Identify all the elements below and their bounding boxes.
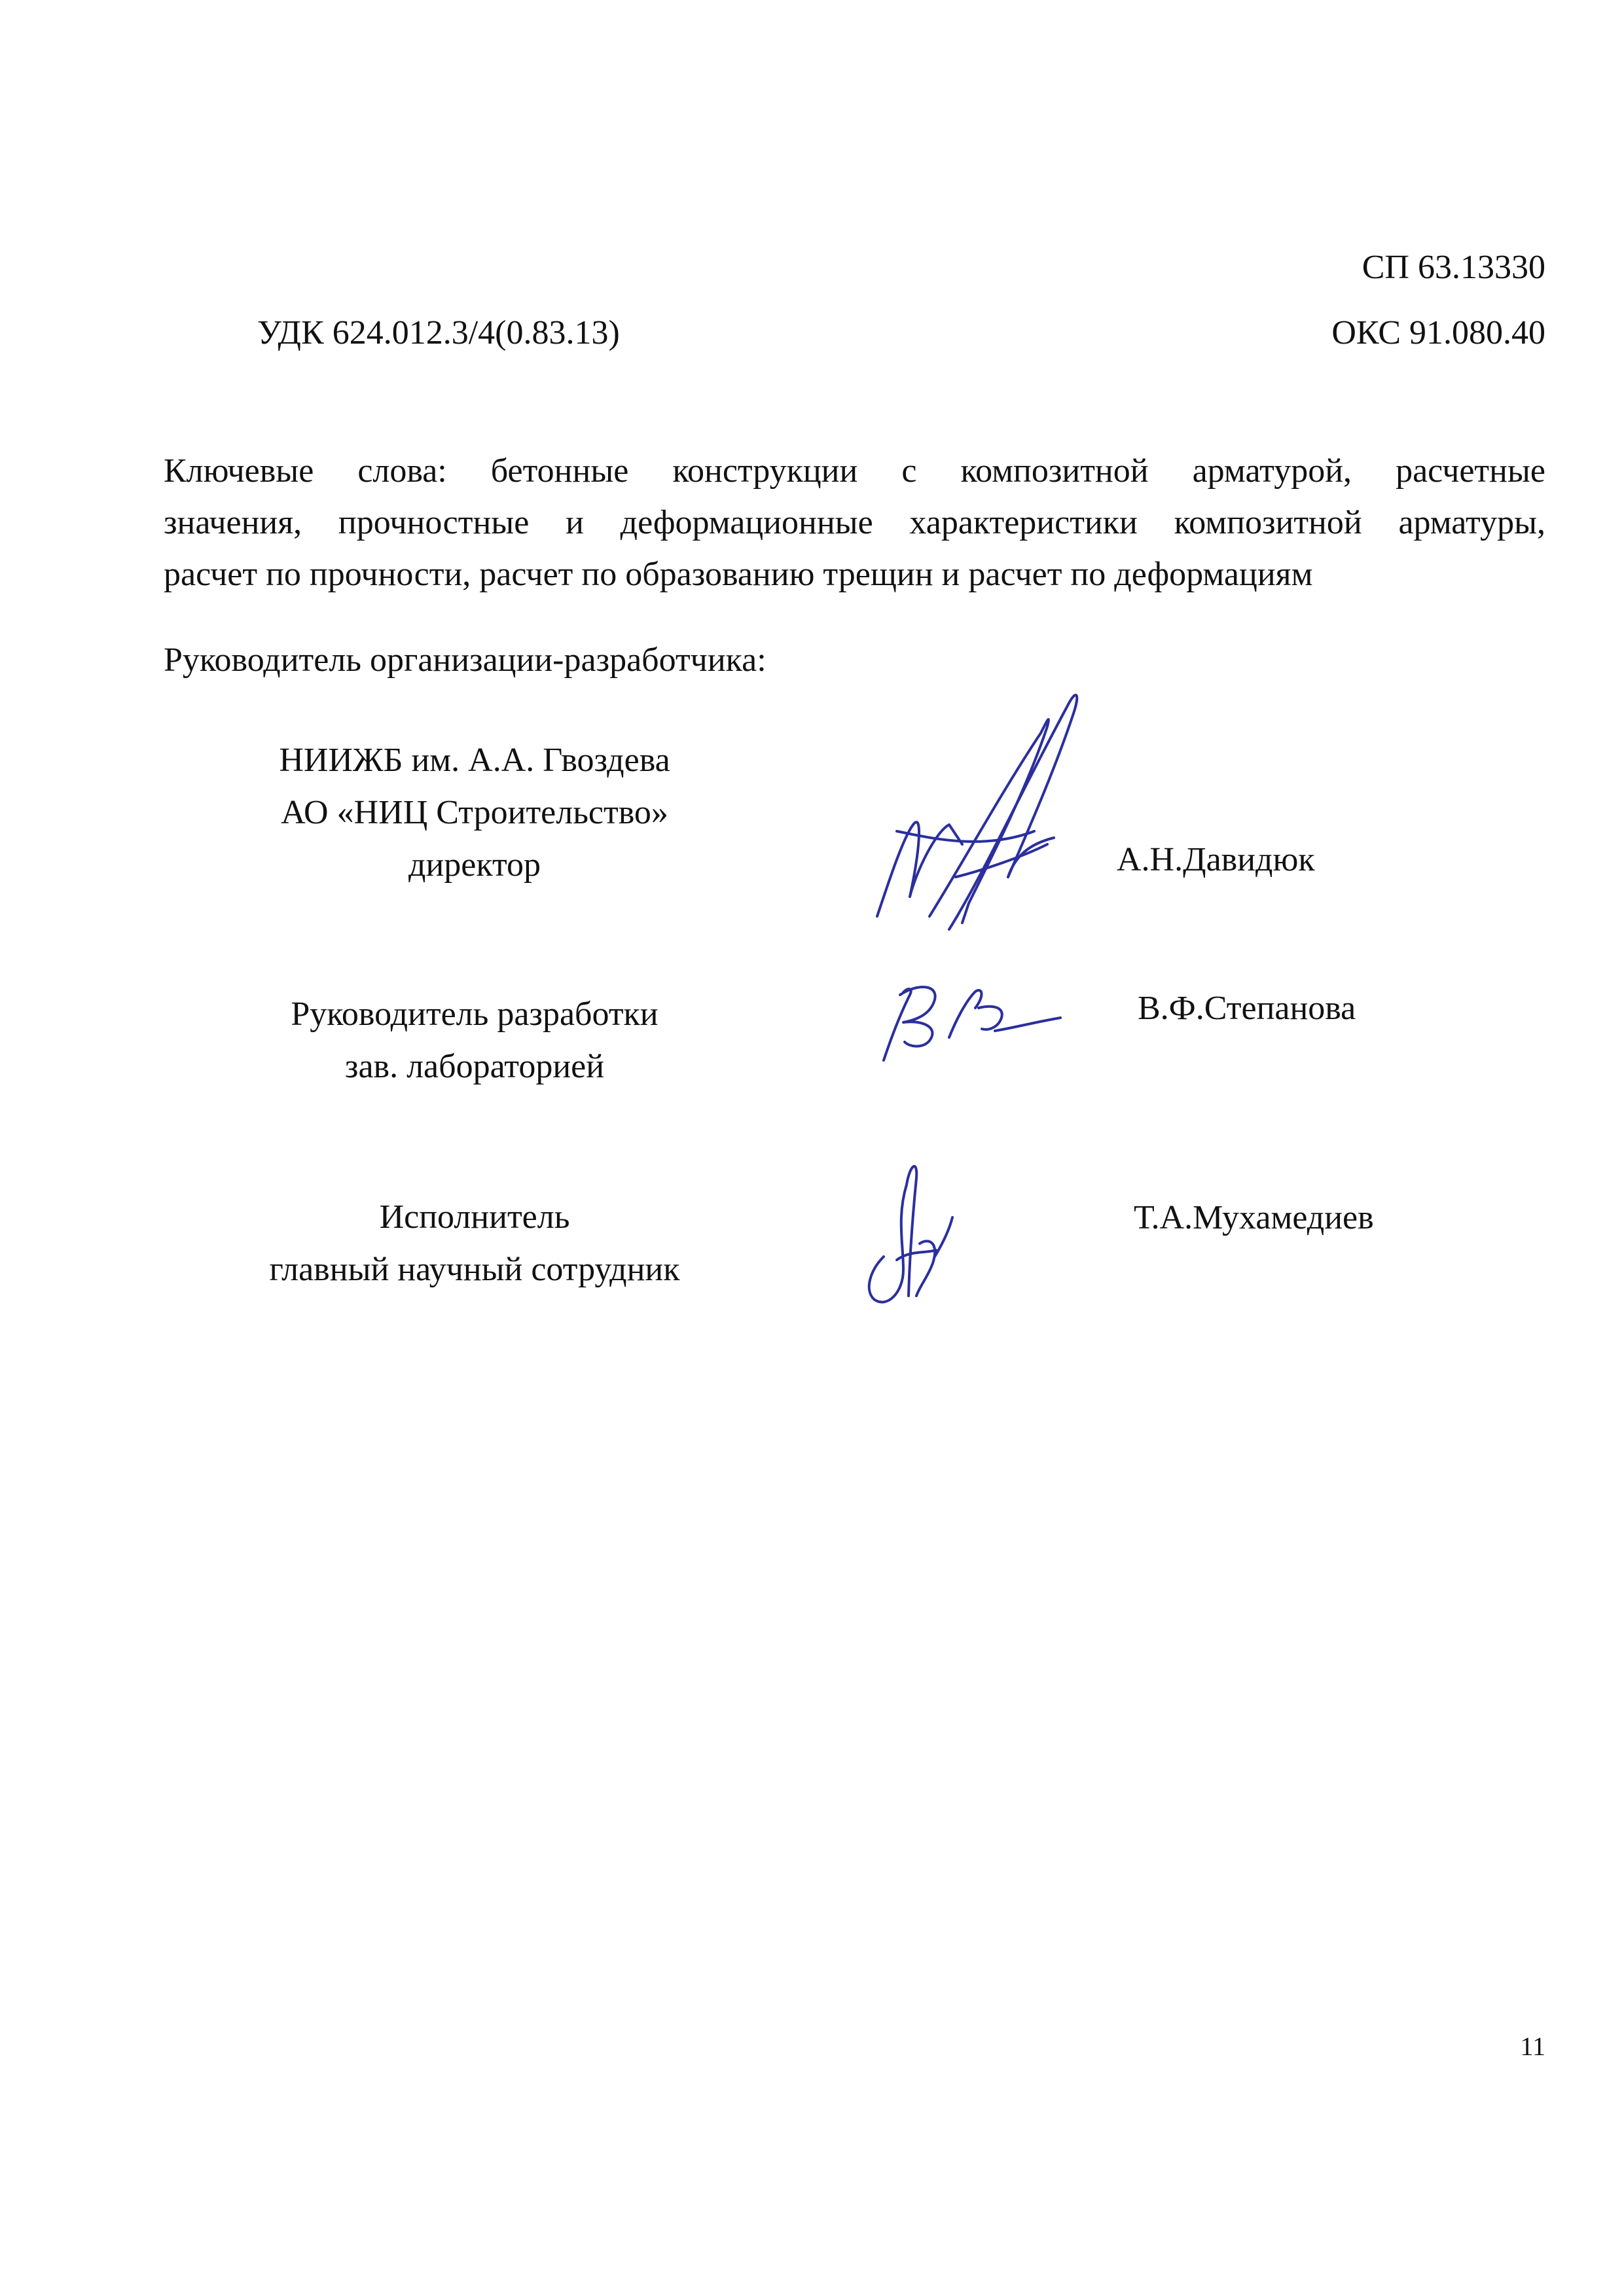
position-line: Руководитель разработки (291, 996, 659, 1033)
signature-davidyuk (851, 681, 1126, 956)
org-company-line: АО «НИЦ Строительство» (281, 794, 668, 831)
position-line: главный научный сотрудник (269, 1251, 680, 1288)
signatory-director-block (160, 734, 789, 891)
udk-code: УДК 624.012.3/4(0.83.13) (257, 314, 620, 351)
developer-heading: Руководитель организации-разработчика: (164, 641, 767, 679)
keywords-paragraph (164, 445, 1545, 600)
org-name-line: НИИЖБ им. А.А. Гвоздева (279, 742, 670, 779)
sp-code: СП 63.13330 (1362, 249, 1545, 286)
signature-stepanova (864, 969, 1074, 1067)
signatory-name-mukhamediev: Т.А.Мухамедиев (1134, 1199, 1374, 1236)
signature-mukhamediev (857, 1145, 962, 1316)
position-line: директор (408, 846, 541, 884)
signatory-name-davidyuk: А.Н.Давидюк (1117, 841, 1315, 878)
page-number: 11 (1520, 2032, 1545, 2061)
signatory-name-stepanova: В.Ф.Степанова (1138, 990, 1356, 1027)
signatory-executor-block (160, 1191, 789, 1296)
keywords-line: значения, прочностные и деформационные характеристики композитной арматуры, (164, 504, 1545, 541)
signatory-lead-block (160, 988, 789, 1093)
position-line: зав. лабораторией (344, 1048, 605, 1085)
position-line: Исполнитель (379, 1198, 570, 1236)
keywords-line: расчет по прочности, расчет по образованию трещин и расчет по деформациям (164, 556, 1313, 593)
keywords-line: Ключевые слова: бетонные конструкции с композитной арматурой, расчетные (164, 452, 1545, 490)
oks-code: ОКС 91.080.40 (1331, 314, 1545, 351)
